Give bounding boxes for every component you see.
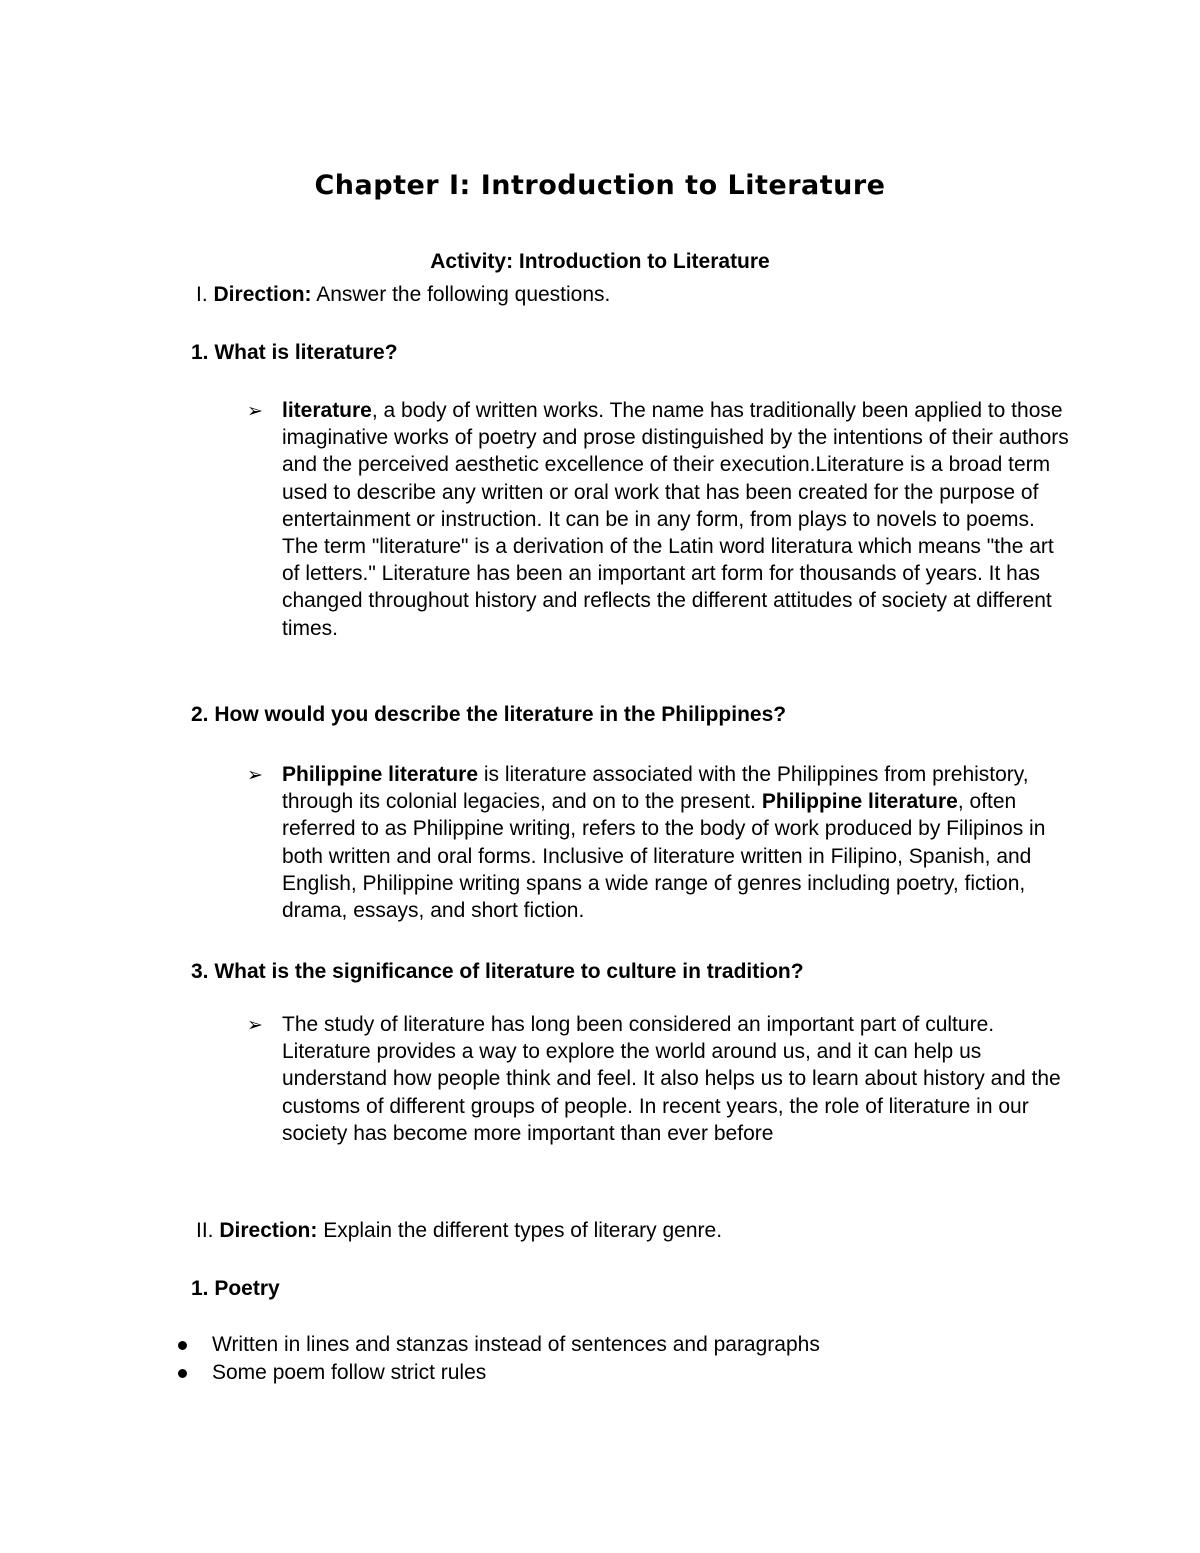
answer-text: , often referred to as Philippine writing, refers to the body of work produced by Filipinos in both written and oral forms. Inclusive of literature written in Filipino, Spanish, and English, Philippine writing spans a wide range of genres including poetry, fiction, drama, essays, and short fiction. — [282, 790, 1046, 923]
answer-term: Philippine literature — [282, 763, 479, 786]
arrow-bullet-icon: ➢ — [247, 1014, 263, 1036]
answer-term: literature — [282, 399, 372, 422]
direction-text: Answer the following questions. — [311, 283, 611, 306]
list-item-text: Written in lines and stanzas instead of sentences and paragraphs — [212, 1333, 820, 1356]
bullet-dot-icon — [178, 1369, 187, 1378]
list-item — [176, 1331, 820, 1359]
answer-term: Philippine literature — [761, 790, 958, 814]
direction-part-2 — [196, 1219, 722, 1243]
direction-part-1 — [196, 283, 610, 307]
question-3-answer: The study of literature has long been considered an important part of culture. Literature provides a way to explore the world around us, and it can help us understand how people think and feel. It also helps us to learn about history and the customs of different groups of people. In recent years, the role of literature in our society has become more important than ever before — [282, 1013, 1061, 1145]
direction-label: Direction: — [213, 283, 312, 306]
question-2-answer — [282, 761, 1072, 924]
answer-text: , a body of written works. The name has traditionally been applied to those imaginative works of poetry and prose distinguished by the intentions of their authors and the perceived aesthetic excellence of their execution.Literature is a broad term used to describe any written or oral work that has been created for the purpose of entertainment or instruction. It can be in any form, from plays to novels to poems. The term "literature" is a derivation of the Latin word literatura which means "the art of letters." Literature has been an important art form for thousands of years. It has changed throughout history and reflects the different attitudes of society at different times. — [282, 399, 1069, 640]
direction-label: Direction: — [219, 1219, 318, 1242]
direction-numeral: I. — [196, 283, 214, 306]
bullet-dot-icon — [178, 1341, 187, 1350]
activity-title: Activity: Introduction to Literature — [430, 250, 770, 273]
poetry-bullet-list — [176, 1331, 820, 1387]
arrow-bullet-icon: ➢ — [247, 400, 263, 422]
direction-text: Explain the different types of literary genre. — [317, 1219, 723, 1242]
direction-numeral: II. — [196, 1219, 220, 1242]
question-3-title: 3. What is the significance of literature to culture in tradition? — [191, 960, 804, 983]
question-2-title: 2. How would you describe the literature in the Philippines? — [191, 703, 787, 726]
arrow-bullet-icon: ➢ — [247, 764, 263, 786]
genre-title-poetry: 1. Poetry — [191, 1277, 280, 1300]
chapter-title: Chapter I: Introduction to Literature — [314, 170, 886, 201]
question-1-answer — [282, 397, 1072, 642]
list-item — [176, 1359, 820, 1387]
question-1-title: 1. What is literature? — [191, 341, 398, 364]
list-item-text: Some poem follow strict rules — [212, 1361, 487, 1384]
answer-text: is literature associated with the Philippines from prehistory, through its colonial legacies, and on to the present. — [282, 763, 1029, 814]
